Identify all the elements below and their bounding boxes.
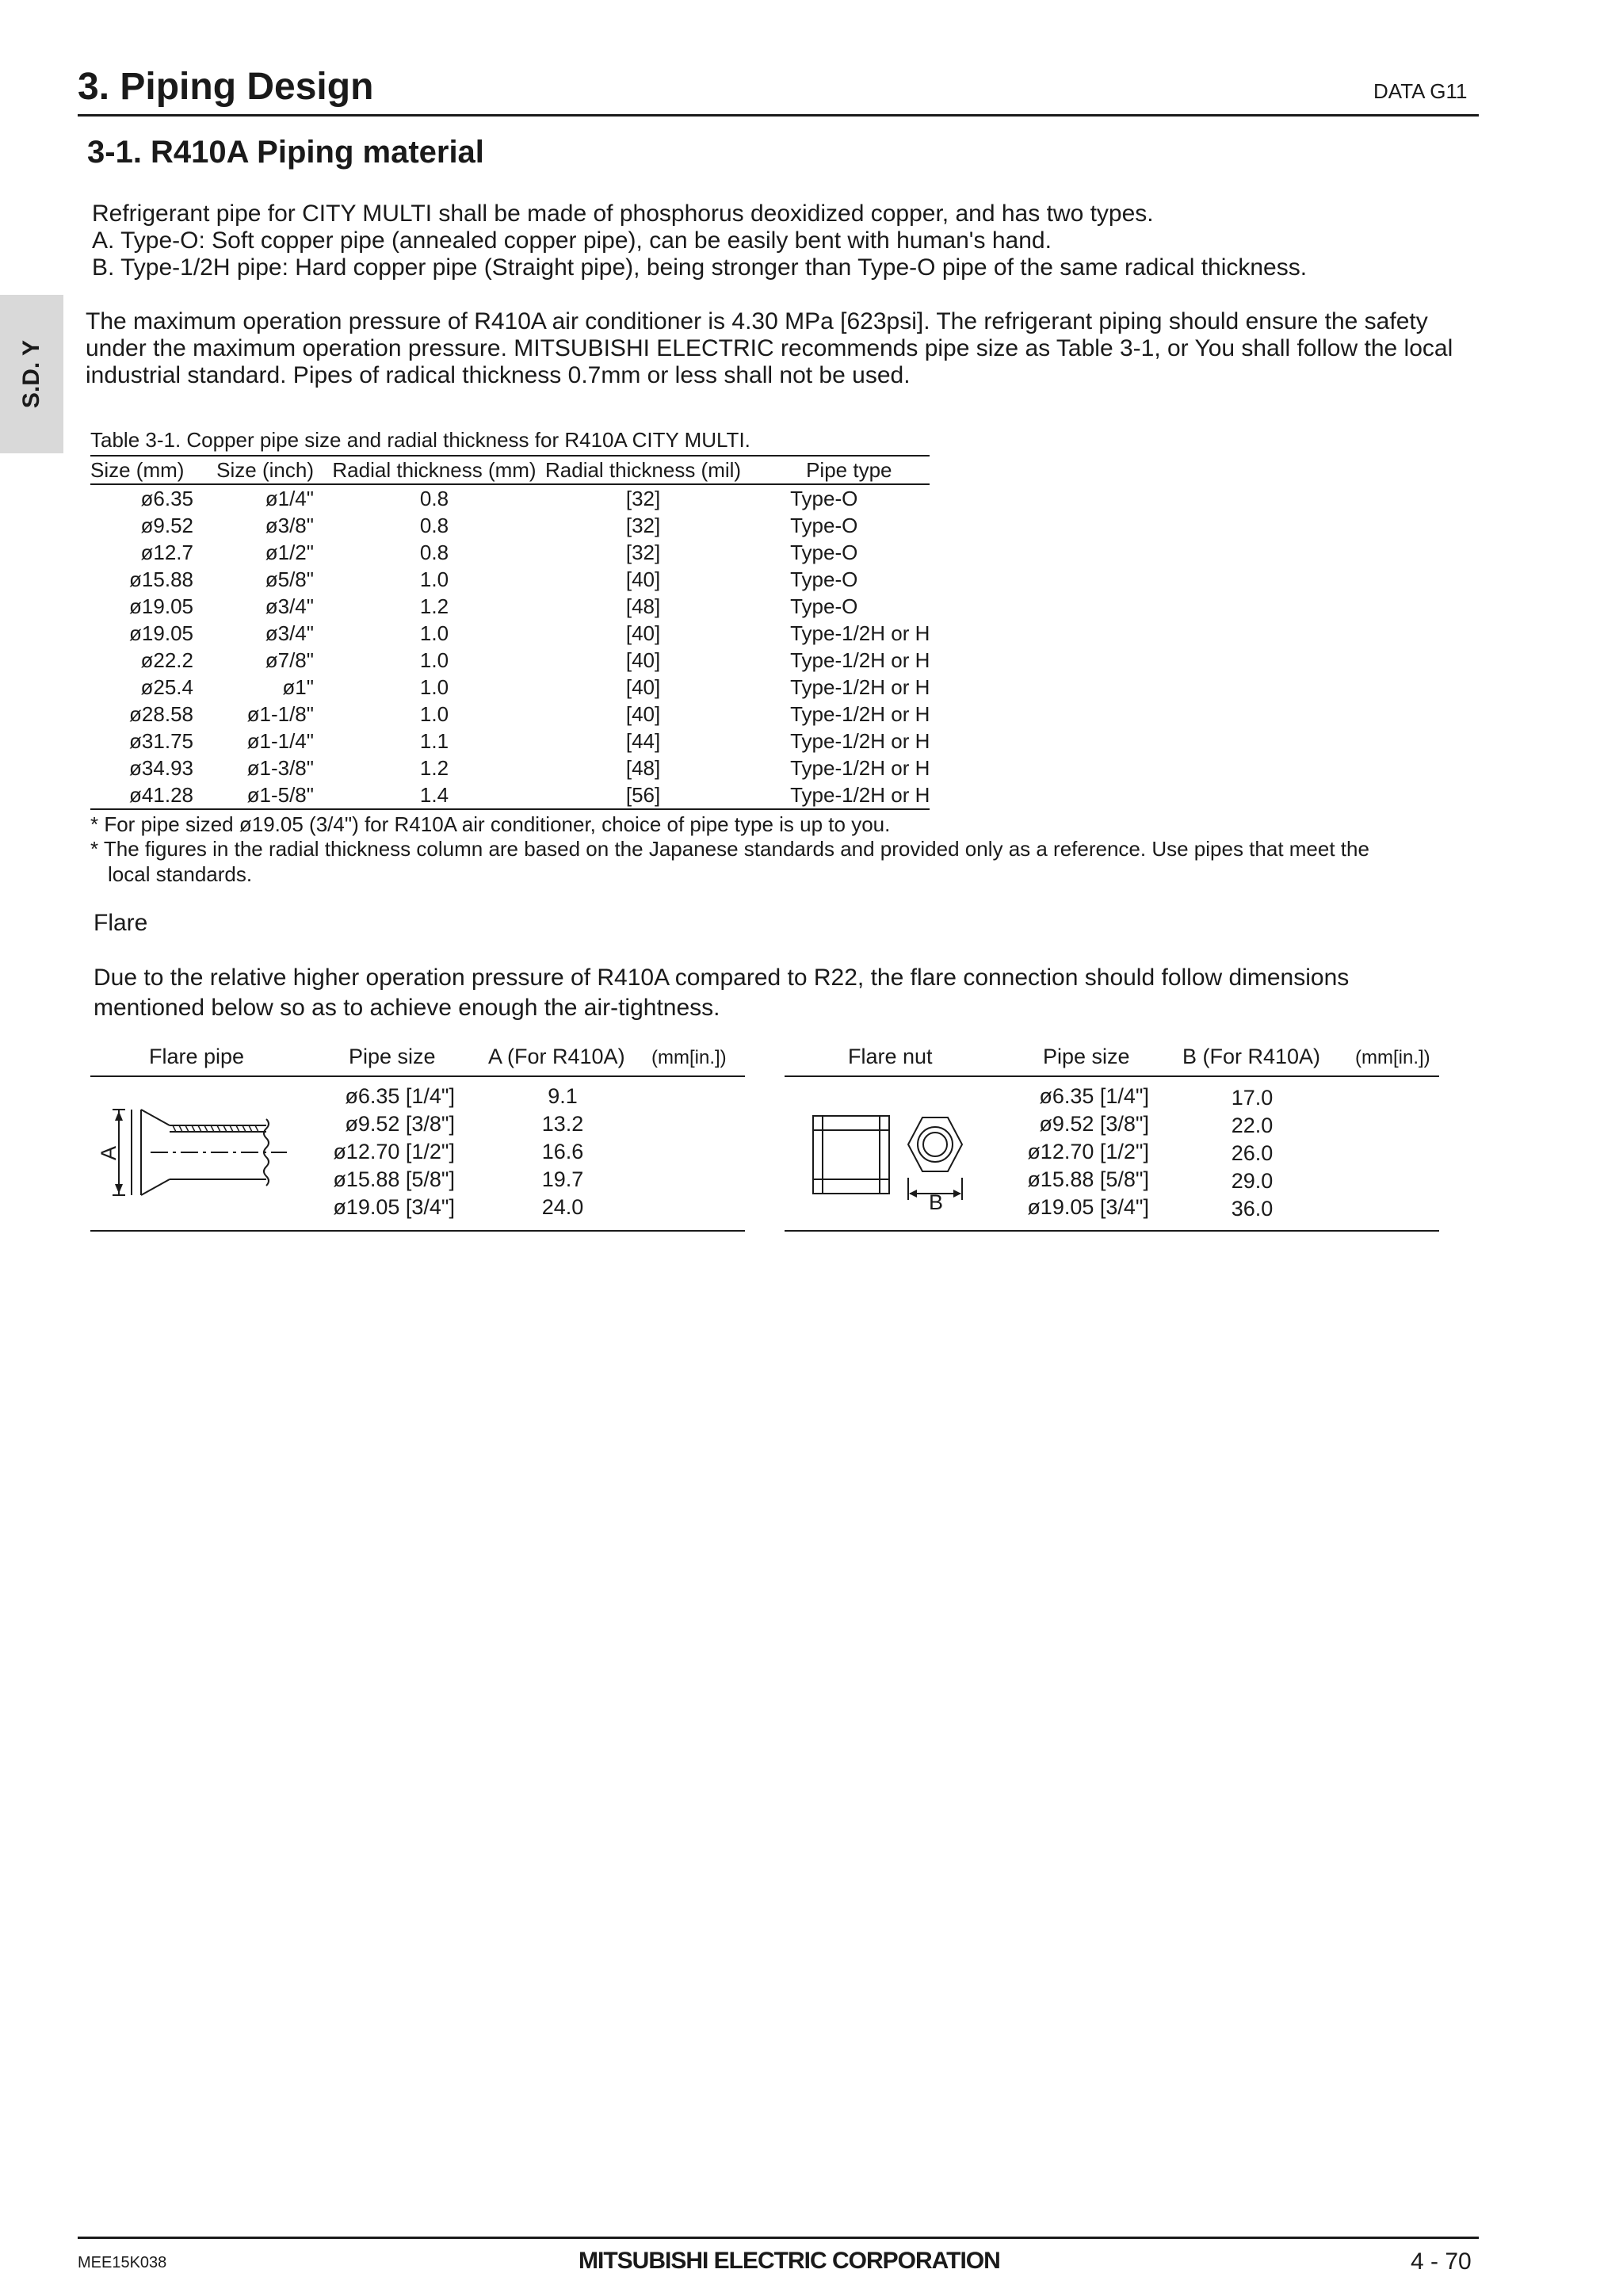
table-cell: ø6.35	[140, 487, 193, 510]
column-header: Flare nut	[848, 1045, 933, 1068]
section-title: 3-1. R410A Piping material	[87, 135, 484, 170]
table-cell: 0.8	[419, 487, 449, 510]
table-cell: ø3/4"	[265, 621, 314, 645]
table-cell: Type-O	[790, 541, 858, 564]
table-cell: [40]	[625, 675, 661, 699]
column-header: (mm[in.])	[651, 1047, 727, 1068]
table-row	[90, 755, 930, 781]
table-cell: ø3/8"	[265, 514, 314, 537]
table-cell: [56]	[625, 783, 661, 807]
table-cell: 1.4	[419, 783, 449, 807]
flare-nut-sizes	[1014, 1083, 1149, 1221]
table-rule	[90, 1230, 745, 1232]
b-value-cell: 22.0	[1231, 1114, 1274, 1137]
table-cell: 1.0	[419, 648, 449, 672]
flare-nut-drawing	[805, 1098, 980, 1217]
table-row	[90, 781, 930, 809]
column-header: Flare pipe	[149, 1045, 245, 1068]
table-cell: [44]	[625, 729, 661, 753]
column-header: Radial thickness (mil)	[545, 458, 742, 482]
flare-pipe-drawing	[103, 1102, 309, 1213]
column-header: Pipe type	[806, 458, 892, 482]
table-row	[90, 566, 930, 593]
table-cell: Type-O	[790, 487, 858, 510]
table-cell: 1.2	[419, 756, 449, 780]
a-value-cell: 13.2	[541, 1112, 584, 1136]
table-row	[90, 728, 930, 755]
table-cell: 1.0	[419, 567, 449, 591]
table-cell: ø1-1/8"	[246, 702, 314, 726]
column-header: Size (inch)	[216, 458, 314, 482]
table-cell: [32]	[625, 514, 661, 537]
table-cell: ø12.7	[140, 541, 193, 564]
flare-pipe-diagram	[97, 1102, 309, 1213]
column-header: Pipe size	[1043, 1045, 1130, 1068]
table-cell: 1.0	[419, 702, 449, 726]
table-cell: ø25.4	[140, 675, 193, 699]
pipe-size-cell: ø9.52 [3/8"]	[345, 1112, 455, 1136]
b-value-cell: 36.0	[1231, 1197, 1274, 1221]
table-cell: [48]	[625, 594, 661, 618]
table-note: local standards.	[108, 862, 253, 886]
table-cell: Type-O	[790, 594, 858, 618]
table-row	[90, 539, 930, 566]
intro-line: B. Type-1/2H pipe: Hard copper pipe (Straight pipe), being stronger than Type-O pipe of the same radical thickness.	[92, 254, 1308, 281]
flare-paragraph	[94, 963, 1349, 1023]
table-cell: Type-1/2H or H	[790, 729, 930, 753]
table-cell: Type-O	[790, 567, 858, 591]
table-cell: 1.0	[419, 675, 449, 699]
dimension-label-b: B	[929, 1190, 944, 1214]
table-cell: ø41.28	[129, 783, 193, 807]
table-cell: [40]	[625, 621, 661, 645]
intro-paragraph	[92, 201, 1307, 281]
flare-pipe-sizes	[320, 1083, 455, 1221]
table-cell: ø1-3/8"	[246, 756, 314, 780]
pipe-size-cell: ø15.88 [5/8"]	[1027, 1167, 1149, 1191]
table-rule	[90, 1075, 745, 1077]
table-row	[90, 701, 930, 728]
table-row	[90, 674, 930, 701]
table-cell: Type-1/2H or H	[790, 783, 930, 807]
table-cell: 1.2	[419, 594, 449, 618]
column-header: B (For R410A)	[1182, 1045, 1321, 1068]
column-header: (mm[in.])	[1355, 1047, 1430, 1068]
table-cell: [40]	[625, 567, 661, 591]
flare-heading: Flare	[94, 910, 148, 936]
table-cell: 1.1	[419, 729, 449, 753]
page-title: 3. Piping Design	[78, 66, 374, 108]
pipe-size-cell: ø9.52 [3/8"]	[1039, 1112, 1149, 1136]
footer-divider	[78, 2237, 1479, 2239]
b-value-cell: 17.0	[1231, 1086, 1274, 1110]
pipe-size-cell: ø6.35 [1/4"]	[345, 1084, 455, 1108]
table-cell: Type-1/2H or H	[790, 675, 930, 699]
pipe-size-cell: ø12.70 [1/2"]	[1027, 1140, 1149, 1163]
table-cell: [48]	[625, 756, 661, 780]
table-cell: ø1-5/8"	[246, 783, 314, 807]
pipe-size-table	[90, 455, 930, 810]
table-cell: ø22.2	[140, 648, 193, 672]
flare-a-values	[523, 1083, 602, 1221]
side-tab-label: S.D. Y	[18, 339, 44, 409]
a-value-cell: 16.6	[541, 1140, 584, 1163]
pressure-paragraph	[86, 308, 1453, 389]
table-cell: ø31.75	[129, 729, 193, 753]
intro-line: Refrigerant pipe for CITY MULTI shall be made of phosphorus deoxidized copper, and has two types.	[92, 201, 1154, 227]
table-note: * The figures in the radial thickness column are based on the Japanese standards and provided only as a reference. Use pipes that meet the	[90, 837, 1369, 861]
table-cell: Type-1/2H or H	[790, 702, 930, 726]
a-value-cell: 19.7	[541, 1167, 584, 1191]
pressure-line: The maximum operation pressure of R410A air conditioner is 4.30 MPa [623psi]. The refrigerant piping should ensure the safety	[86, 308, 1428, 334]
table-cell: ø1"	[282, 675, 314, 699]
table-cell: [32]	[625, 541, 661, 564]
pipe-size-cell: ø12.70 [1/2"]	[333, 1140, 455, 1163]
table-cell: ø28.58	[129, 702, 193, 726]
flare-b-values	[1212, 1084, 1292, 1223]
table-row	[90, 593, 930, 620]
pipe-size-cell: ø15.88 [5/8"]	[333, 1167, 455, 1191]
table-cell: ø7/8"	[265, 648, 314, 672]
table-cell: ø3/4"	[265, 594, 314, 618]
table-row	[90, 620, 930, 647]
table-cell: ø9.52	[140, 514, 193, 537]
table-header-row	[90, 456, 930, 484]
table-cell: ø34.93	[129, 756, 193, 780]
table-cell: [32]	[625, 487, 661, 510]
column-header: Pipe size	[349, 1045, 436, 1068]
table-cell: ø19.05	[129, 621, 193, 645]
table-cell: 0.8	[419, 541, 449, 564]
table-cell: Type-1/2H or H	[790, 756, 930, 780]
table-caption: Table 3-1. Copper pipe size and radial thickness for R410A CITY MULTI.	[90, 428, 750, 452]
page-number: 4 - 70	[1411, 2248, 1472, 2275]
table-cell: ø5/8"	[265, 567, 314, 591]
document-code: DATA G11	[1373, 79, 1468, 103]
column-header: Size (mm)	[90, 458, 185, 482]
pipe-size-cell: ø6.35 [1/4"]	[1039, 1084, 1149, 1108]
flare-line: mentioned below so as to achieve enough the air-tightness.	[94, 995, 720, 1021]
footer-doc-code: MEE15K038	[78, 2254, 167, 2271]
pipe-size-cell: ø19.05 [3/4"]	[333, 1195, 455, 1219]
table-cell: Type-1/2H or H	[790, 621, 930, 645]
table-rule	[785, 1075, 1439, 1077]
table-cell: ø1-1/4"	[246, 729, 314, 753]
table-row	[90, 512, 930, 539]
table-cell: 1.0	[419, 621, 449, 645]
table-cell: Type-O	[790, 514, 858, 537]
table-row	[90, 647, 930, 674]
table-rule	[785, 1230, 1439, 1232]
intro-line: A. Type-O: Soft copper pipe (annealed copper pipe), can be easily bent with human's hand.	[92, 227, 1052, 254]
pressure-line: under the maximum operation pressure. MITSUBISHI ELECTRIC recommends pipe size as Table 3-1, or You shall follow the local	[86, 335, 1453, 361]
header-divider	[78, 114, 1479, 117]
side-tab	[0, 295, 63, 453]
table-note: * For pipe sized ø19.05 (3/4") for R410A air conditioner, choice of pipe type is up to you.	[90, 812, 891, 836]
b-value-cell: 26.0	[1231, 1141, 1274, 1165]
table-row	[90, 484, 930, 512]
footer-company: MITSUBISHI ELECTRIC CORPORATION	[579, 2248, 1000, 2274]
pipe-size-cell: ø19.05 [3/4"]	[1027, 1195, 1149, 1219]
column-header: Radial thickness (mm)	[332, 458, 537, 482]
flare-line: Due to the relative higher operation pressure of R410A compared to R22, the flare connection should follow dimensions	[94, 965, 1350, 991]
table-cell: [40]	[625, 648, 661, 672]
dimension-label-a: A	[97, 1145, 121, 1161]
a-value-cell: 9.1	[548, 1084, 578, 1108]
table-cell: ø19.05	[129, 594, 193, 618]
pressure-line: industrial standard. Pipes of radical thickness 0.7mm or less shall not be used.	[86, 362, 911, 388]
b-value-cell: 29.0	[1231, 1169, 1274, 1193]
table-cell: Type-1/2H or H	[790, 648, 930, 672]
a-value-cell: 24.0	[541, 1195, 584, 1219]
table-cell: [40]	[625, 702, 661, 726]
table-cell: ø15.88	[129, 567, 193, 591]
table-cell: 0.8	[419, 514, 449, 537]
flare-nut-diagram	[805, 1098, 980, 1217]
table-cell: ø1/2"	[265, 541, 314, 564]
column-header: A (For R410A)	[488, 1045, 625, 1068]
table-cell: ø1/4"	[265, 487, 314, 510]
